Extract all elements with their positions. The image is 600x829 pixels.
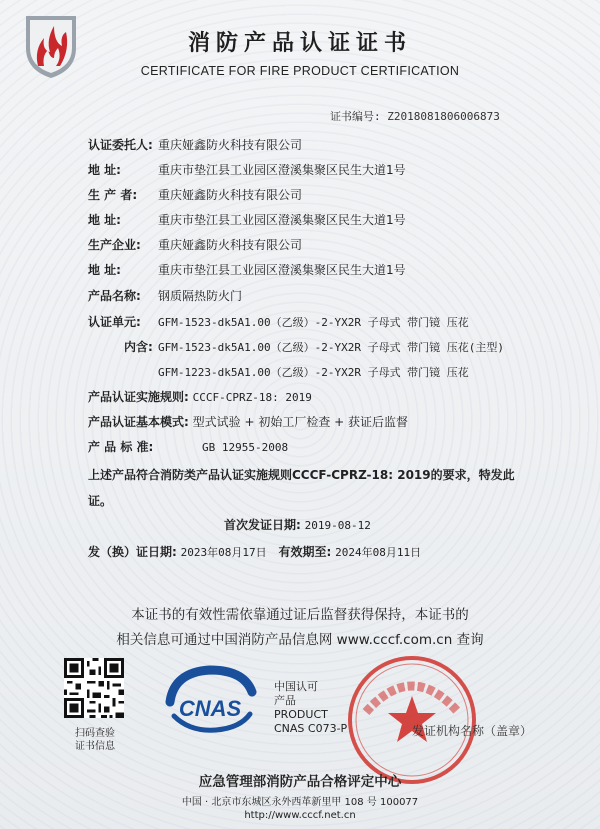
cnas-line1: 中国认可 (274, 680, 318, 693)
unit-contains-row (158, 364, 469, 380)
field-row-applicant (88, 136, 302, 153)
field-row-standard (88, 438, 288, 455)
certificate-number (330, 108, 500, 124)
field-value: 重庆娅鑫防火科技有限公司 (158, 238, 303, 252)
issue-date-label: 发（换）证日期: (88, 545, 177, 559)
field-row-certification-unit (88, 313, 469, 330)
unit-contains-label: 内含: (124, 340, 153, 354)
qr-caption (60, 727, 130, 753)
qr-caption-line2: 证书信息 (75, 741, 115, 752)
issue-date-row (88, 543, 421, 560)
field-row-address (88, 261, 406, 278)
standard-label: 产 品 标 准: (88, 440, 154, 454)
cnas-logo (160, 658, 260, 738)
unit-value: GFM-1523-dk5A1.00（乙级）-2-YX2R 子母式 带门镜 压花 (158, 316, 469, 329)
qr-code-icon[interactable] (64, 658, 124, 718)
certification-statement: 上述产品符合消防类产品认证实施规则CCCF-CPRZ-18: 2019的要求，特发此证。 (88, 468, 515, 508)
issuer-seal-note: 发证机构名称（盖章） (412, 724, 533, 738)
field-value: 重庆市垫江县工业园区澄溪集聚区民生大道1号 (158, 263, 406, 277)
mode-value: 型式试验 + 初始工厂检查 + 获证后监督 (192, 415, 409, 429)
qr-caption-line1: 扫码查验 (75, 728, 115, 739)
validity-notice-line1: 本证书的有效性需依靠通过证后监督获得保持，本证书的 (131, 607, 469, 623)
field-row-rules (88, 388, 312, 405)
field-label: 认证委托人: (88, 138, 153, 152)
certificate-title-cn: 消防产品认证证书 (187, 31, 412, 56)
field-label: 产品名称: (88, 289, 141, 303)
field-row-mode (88, 413, 408, 430)
valid-until-label: 有效期至: (278, 545, 332, 559)
authority-website[interactable]: http://www.cccf.net.cn (244, 810, 356, 821)
standard-value: GB 12955-2008 (202, 441, 289, 454)
field-row-manufacturer (88, 186, 302, 203)
cnas-logo-text: CNAS (178, 696, 242, 721)
field-value: 重庆市垫江县工业园区澄溪集聚区民生大道1号 (158, 213, 406, 227)
first-issue-label: 首次发证日期: (224, 518, 301, 532)
cnas-accreditation-text (274, 680, 347, 736)
cnas-line4: CNAS C073-P (274, 722, 348, 735)
validity-notice-line2: 相关信息可通过中国消防产品信息网 www.cccf.com.cn 查询 (116, 632, 484, 648)
rules-value: CCCF-CPRZ-18: 2019 (192, 391, 312, 404)
field-value: 重庆娅鑫防火科技有限公司 (158, 188, 303, 202)
field-label: 地 址: (88, 263, 121, 277)
cnas-line2: 产品 (274, 694, 296, 707)
field-value: 重庆娅鑫防火科技有限公司 (158, 138, 303, 152)
unit-label: 认证单元: (88, 315, 141, 329)
authority-address: 中国 · 北京市东城区永外西革新里甲 108 号 100077 (181, 797, 419, 808)
unit-contains-item: GFM-1223-dk5A1.00（乙级）-2-YX2R 子母式 带门镜 压花 (158, 366, 469, 379)
field-label: 生 产 者: (88, 188, 138, 202)
certificate-number-value: Z2018081806006873 (387, 110, 500, 123)
field-row-address (88, 211, 406, 228)
field-row-product-name (88, 287, 242, 304)
unit-contains-row (124, 338, 504, 355)
field-value: 钢质隔热防火门 (158, 289, 243, 303)
rules-label: 产品认证实施规则: (88, 390, 189, 404)
field-row-production-enterprise (88, 236, 302, 253)
field-label: 生产企业: (88, 238, 141, 252)
first-issue-date: 2019-08-12 (304, 519, 371, 532)
first-issue-date-row (224, 516, 371, 533)
field-value: 重庆市垫江县工业园区澄溪集聚区民生大道1号 (158, 163, 406, 177)
issuing-authority: 应急管理部消防产品合格评定中心 (198, 774, 402, 790)
field-row-address (88, 161, 406, 178)
mode-label: 产品认证基本模式: (88, 415, 189, 429)
field-label: 地 址: (88, 163, 121, 177)
unit-contains-item: GFM-1523-dk5A1.00（乙级）-2-YX2R 子母式 带门镜 压花(主型) (158, 341, 505, 354)
field-label: 地 址: (88, 213, 121, 227)
certificate-number-label: 证书编号: (330, 110, 381, 123)
official-seal (342, 650, 482, 790)
cnas-line3: PRODUCT (274, 708, 328, 721)
certificate-title-en: CERTIFICATE FOR FIRE PRODUCT CERTIFICATION (140, 64, 460, 78)
valid-until-date: 2024年08月11日 (335, 546, 422, 559)
issue-date: 2023年08月17日 (180, 546, 267, 559)
